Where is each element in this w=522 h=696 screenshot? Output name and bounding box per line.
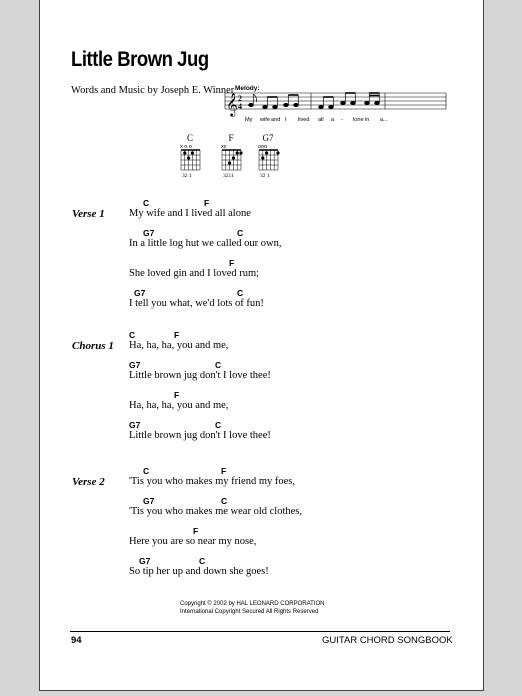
chord-symbol: C: [129, 330, 136, 340]
sheet-page: [39, 0, 484, 691]
melody-label: Melody:: [235, 85, 260, 92]
chord-symbol: C: [143, 198, 150, 208]
lyric-line: In a little log hut we called our own,: [129, 238, 282, 249]
chord-symbol: F: [229, 258, 235, 268]
chord-diagram-f: [221, 133, 243, 179]
chord-fingering: 3211: [223, 173, 234, 179]
chord-name: C: [186, 133, 194, 143]
chord-symbol: G7: [143, 496, 155, 506]
section-label: Verse 2: [72, 476, 105, 488]
copyright-line: International Copyright Secured All Rights Reserved: [180, 609, 319, 615]
lyric-line: She loved gin and I loved rum;: [129, 268, 260, 279]
chord-symbol: C: [237, 228, 244, 238]
chord-fingering: 32 1: [182, 173, 192, 179]
chord-symbol: G7: [134, 288, 146, 298]
melody-syllable: My: [245, 117, 253, 123]
melody-syllable: a...: [380, 117, 388, 123]
chord-symbol: G7: [129, 420, 141, 430]
lyric-line: 'Tis you who makes me wear old clothes,: [129, 506, 302, 517]
chord-fingering: 32 1: [260, 173, 270, 179]
staff-lines: [225, 93, 446, 109]
lyric-line: Ha, ha, ha, you and me,: [129, 340, 229, 351]
melody-syllable: a: [331, 117, 335, 123]
footer-rule: [70, 631, 450, 632]
song-title: Little Brown Jug: [71, 48, 209, 71]
melody-syllable: in: [365, 117, 370, 123]
lyric-line: Here you are so near my nose,: [129, 536, 257, 547]
chord-symbol: F: [204, 198, 210, 208]
chord-symbol: F: [193, 526, 199, 536]
lyric-line: So tip her up and down she goes!: [129, 566, 269, 577]
lyric-line: I tell you what, we'd lots of fun!: [129, 298, 264, 309]
lyric-line: My wife and I lived all alone: [129, 208, 251, 219]
melody-syllable: lived: [298, 117, 310, 123]
chord-symbol: C: [215, 420, 222, 430]
lyric-line: Ha, ha, ha, you and me,: [129, 400, 229, 411]
chord-symbol: C: [143, 466, 150, 476]
melody-lyrics: [245, 117, 388, 123]
chord-symbol: C: [221, 496, 228, 506]
string-marks: x o o: [180, 144, 192, 150]
melody-syllable: -: [341, 117, 343, 123]
chord-diagram-g7: [258, 133, 280, 179]
chord-name: F: [228, 133, 234, 143]
melody-syllable: all: [318, 117, 324, 123]
svg-text:4: 4: [238, 102, 242, 111]
chord-symbol: G7: [139, 556, 151, 566]
copyright-line: Copyright © 2002 by HAL LEONARD CORPORATION: [180, 601, 325, 607]
page-number: 94: [71, 635, 82, 646]
chord-symbol: F: [221, 466, 227, 476]
time-signature: 2: [238, 94, 242, 103]
book-title: GUITAR CHORD SONGBOOK: [322, 635, 453, 646]
chord-diagrams: [180, 133, 290, 183]
string-marks: xx: [221, 144, 227, 150]
chord-symbol: C: [237, 288, 244, 298]
chord-symbol: G7: [129, 360, 141, 370]
lyric-line: Little brown jug don't I love thee!: [129, 430, 271, 441]
chord-symbol: F: [174, 390, 180, 400]
lyric-line: 'Tis you who makes my friend my foes,: [129, 476, 295, 487]
string-marks: ooo: [258, 144, 268, 150]
melody-staff: [223, 80, 448, 128]
chord-symbol: F: [174, 330, 180, 340]
lyric-line: Little brown jug don't I love thee!: [129, 370, 271, 381]
melody-syllable: I: [285, 117, 287, 123]
melody-syllable: lone: [353, 117, 364, 123]
chord-name: G7: [262, 133, 274, 143]
melody-syllable: and: [271, 117, 281, 123]
chord-diagram-c: [180, 133, 200, 179]
chord-symbol: G7: [143, 228, 155, 238]
section-label: Chorus 1: [72, 340, 114, 352]
chord-symbol: C: [199, 556, 206, 566]
treble-clef-icon: 𝄞: [226, 92, 238, 116]
section-label: Verse 1: [72, 208, 105, 220]
chord-symbol: C: [215, 360, 222, 370]
melody-syllable: wife: [260, 117, 270, 123]
song-credit: Words and Music by Joseph E. Winner: [71, 85, 235, 96]
